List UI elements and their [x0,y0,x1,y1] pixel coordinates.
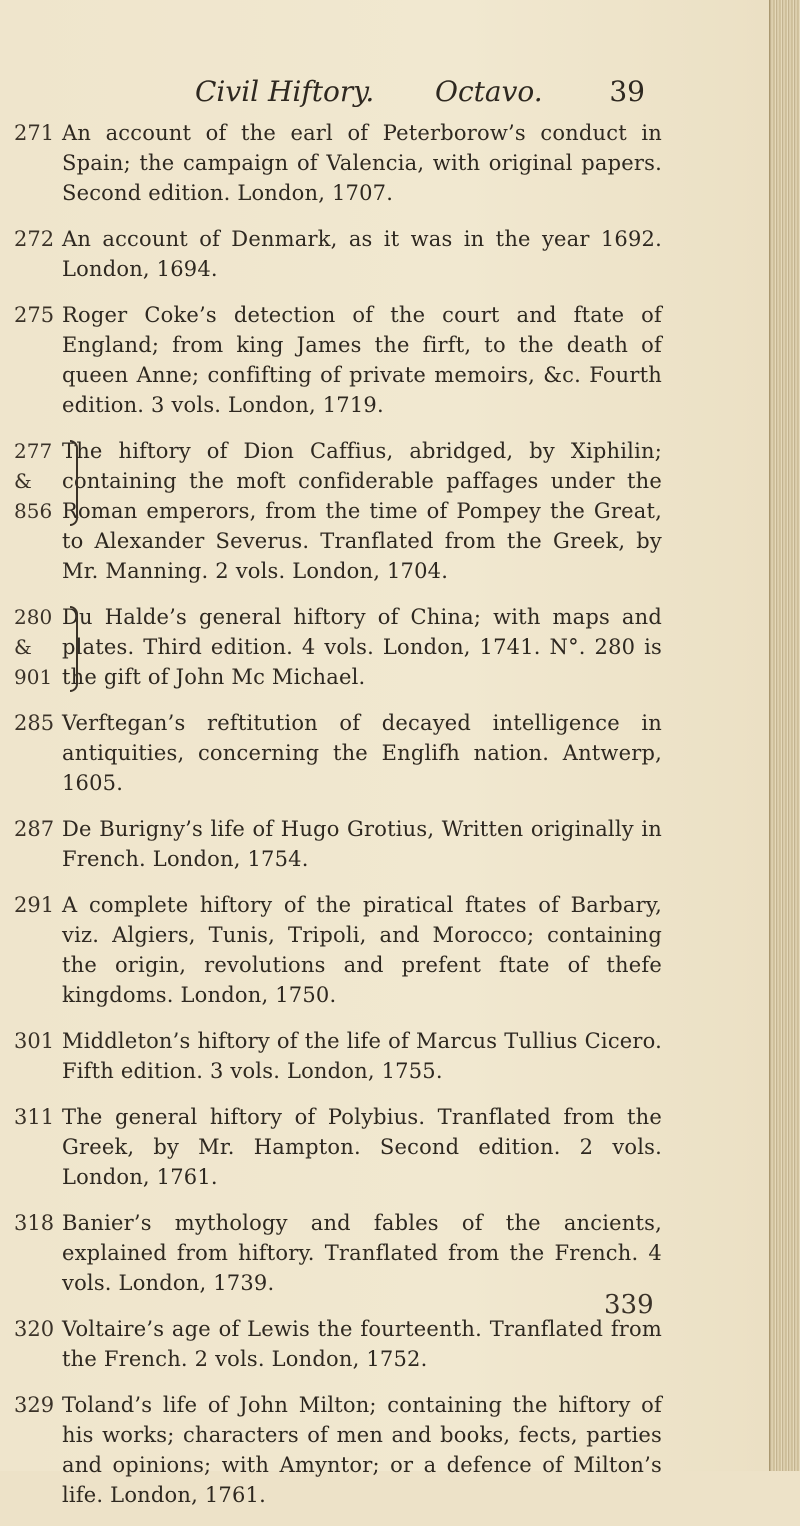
entry-number: 329 [14,1393,55,1417]
entry-number: 271 [14,121,55,145]
entry-number: 901 [14,665,53,689]
entry-number-group [14,602,62,692]
entry-number: 856 [14,499,53,523]
entry-text: Du Halde’s general hiftory of China; with maps and plates. Third edition. 4 vols. London, 1741. N°. 280 is the gift of John Mc Michael. [62,605,662,689]
entry-text: The hiftory of Dion Caffius, abridged, by Xiphilin; containing the moft confiderable paffages under the Roman emperors, from the time of Pompey the Great, to Alexander Severus. Tranflated from the Greek, by Mr. Manning. 2 vols. London, 1704. [62,439,662,583]
entry-text: An account of the earl of Peterborow’s conduct in Spain; the campaign of Valencia, with original papers. Second edition. London, 1707. [62,121,662,205]
entry-text: A complete hiftory of the piratical ftates of Barbary, viz. Algiers, Tunis, Tripoli, and Morocco; containing the origin, revolutions and prefent ftate of thefe kingdoms. London, 1750. [62,893,662,1007]
catalogue-entry [0,118,770,208]
catalogue-entry [0,708,770,798]
brace-mark [70,440,78,526]
entry-text: Middleton’s hiftory of the life of Marcus Tullius Cicero. Fifth edition. 3 vols. London, 1755. [62,1029,662,1083]
catchword: 339 [604,1290,654,1320]
brace-mark [70,606,78,692]
entry-number: 301 [14,1029,55,1053]
entry-text: Roger Coke’s detection of the court and ftate of England; from king James the firft, to the death of queen Anne; confifting of private memoirs, &c. Fourth edition. 3 vols. London, 1719. [62,303,662,417]
entry-number-group [14,436,62,526]
entry-number-ampersand: & [14,469,32,493]
entry-number: 318 [14,1211,55,1235]
entry-number: 311 [14,1105,55,1129]
entry-number: 287 [14,817,55,841]
catalogue-entry [0,890,770,1010]
catalogue-entry [0,1314,770,1374]
page-number: 39 [609,75,645,108]
catalogue-entries [0,118,770,1526]
entry-number: 272 [14,227,55,251]
entry-text: Banier’s mythology and fables of the ancients, explained from hiftory. Tranflated from the French. 4 vols. London, 1739. [62,1211,662,1295]
entry-number: 291 [14,893,55,917]
entry-number: 277 [14,439,53,463]
catalogue-entry [0,1208,770,1298]
entry-number: 320 [14,1317,55,1341]
entry-number: 275 [14,303,55,327]
catalogue-entry [0,300,770,420]
catalogue-entry [0,814,770,874]
entry-text: Toland’s life of John Milton; containing the hiftory of his works; characters of men and books, fects, parties and opinions; with Amyntor; or a defence of Milton’s life. London, 1761. [62,1393,662,1507]
entry-text: Voltaire’s age of Lewis the fourteenth. Tranflated from the French. 2 vols. London, 1752. [62,1317,662,1371]
entry-text: An account of Denmark, as it was in the year 1692. London, 1694. [62,227,662,281]
entry-number: 280 [14,605,53,629]
entry-text: The general hiftory of Polybius. Tranflated from the Greek, by Mr. Hampton. Second edition. 2 vols. London, 1761. [62,1105,662,1189]
catalogue-entry [0,602,770,692]
catalogue-entry [0,224,770,284]
entry-text: Verftegan’s reftitution of decayed intelligence in antiquities, concerning the Englifh nation. Antwerp, 1605. [62,711,662,795]
header-title: Civil Hiftory. [195,75,375,108]
catalogue-entry [0,1026,770,1086]
header-format: Octavo. [435,75,543,108]
entry-number: 285 [14,711,55,735]
catalogue-entry [0,1102,770,1192]
entry-text: De Burigny’s life of Hugo Grotius, Written originally in French. London, 1754. [62,817,662,871]
page-edge [769,0,800,1471]
running-header [195,72,645,112]
catalogue-entry [0,1390,770,1510]
catalogue-entry [0,436,770,586]
entry-number-ampersand: & [14,635,32,659]
